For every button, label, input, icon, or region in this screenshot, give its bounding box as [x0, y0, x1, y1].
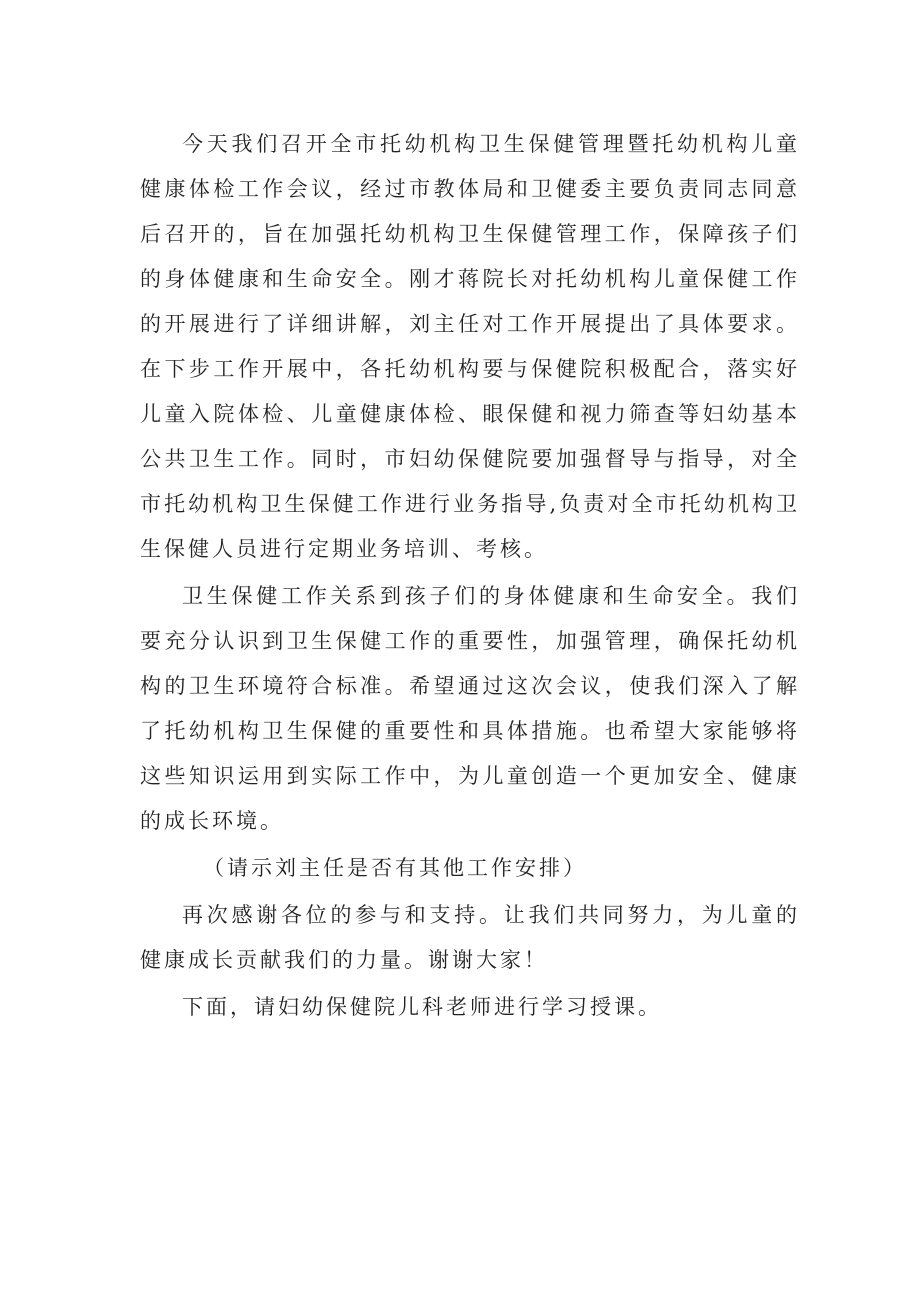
paragraph-next-session: 下面，请妇幼保健院儿科老师进行学习授课。: [182, 995, 662, 1019]
document-body: [140, 122, 800, 1030]
paragraph-importance: 卫生保健工作关系到孩子们的身体健康和生命安全。我们要充分认识到卫生保健工作的重要性，加强管理，确保托幼机构的卫生环境符合标准。希望通过这次会议，使我们深入了解了托幼机构卫生保健的重要性和具体措施。也希望大家能够将这些知识运用到实际工作中，为儿童创造一个更加安全、健康的成长环境。: [140, 584, 800, 833]
paragraph-meeting-overview: 今天我们召开全市托幼机构卫生保健管理暨托幼机构儿童健康体检工作会议，经过市教体局和卫健委主要负责同志同意后召开的，旨在加强托幼机构卫生保健管理工作，保障孩子们的身体健康和生命安全。刚才蒋院长对托幼机构儿童保健工作的开展进行了详细讲解，刘主任对工作开展提出了具体要求。在下步工作开展中，各托幼机构要与保健院积极配合，落实好儿童入院体检、儿童健康体检、眼保健和视力筛查等妇幼基本公共卫生工作。同时，市妇幼保健院要加强督导与指导，对全市托幼机构卫生保健工作进行业务指导,负责对全市托幼机构卫生保健人员进行定期业务培训、考核。: [140, 132, 800, 561]
paragraph-thanks: 再次感谢各位的参与和支持。让我们共同努力，为儿童的健康成长贡献我们的力量。谢谢大家！: [140, 903, 800, 972]
paragraph-instruction-note: （请示刘主任是否有其他工作安排）: [203, 856, 587, 880]
